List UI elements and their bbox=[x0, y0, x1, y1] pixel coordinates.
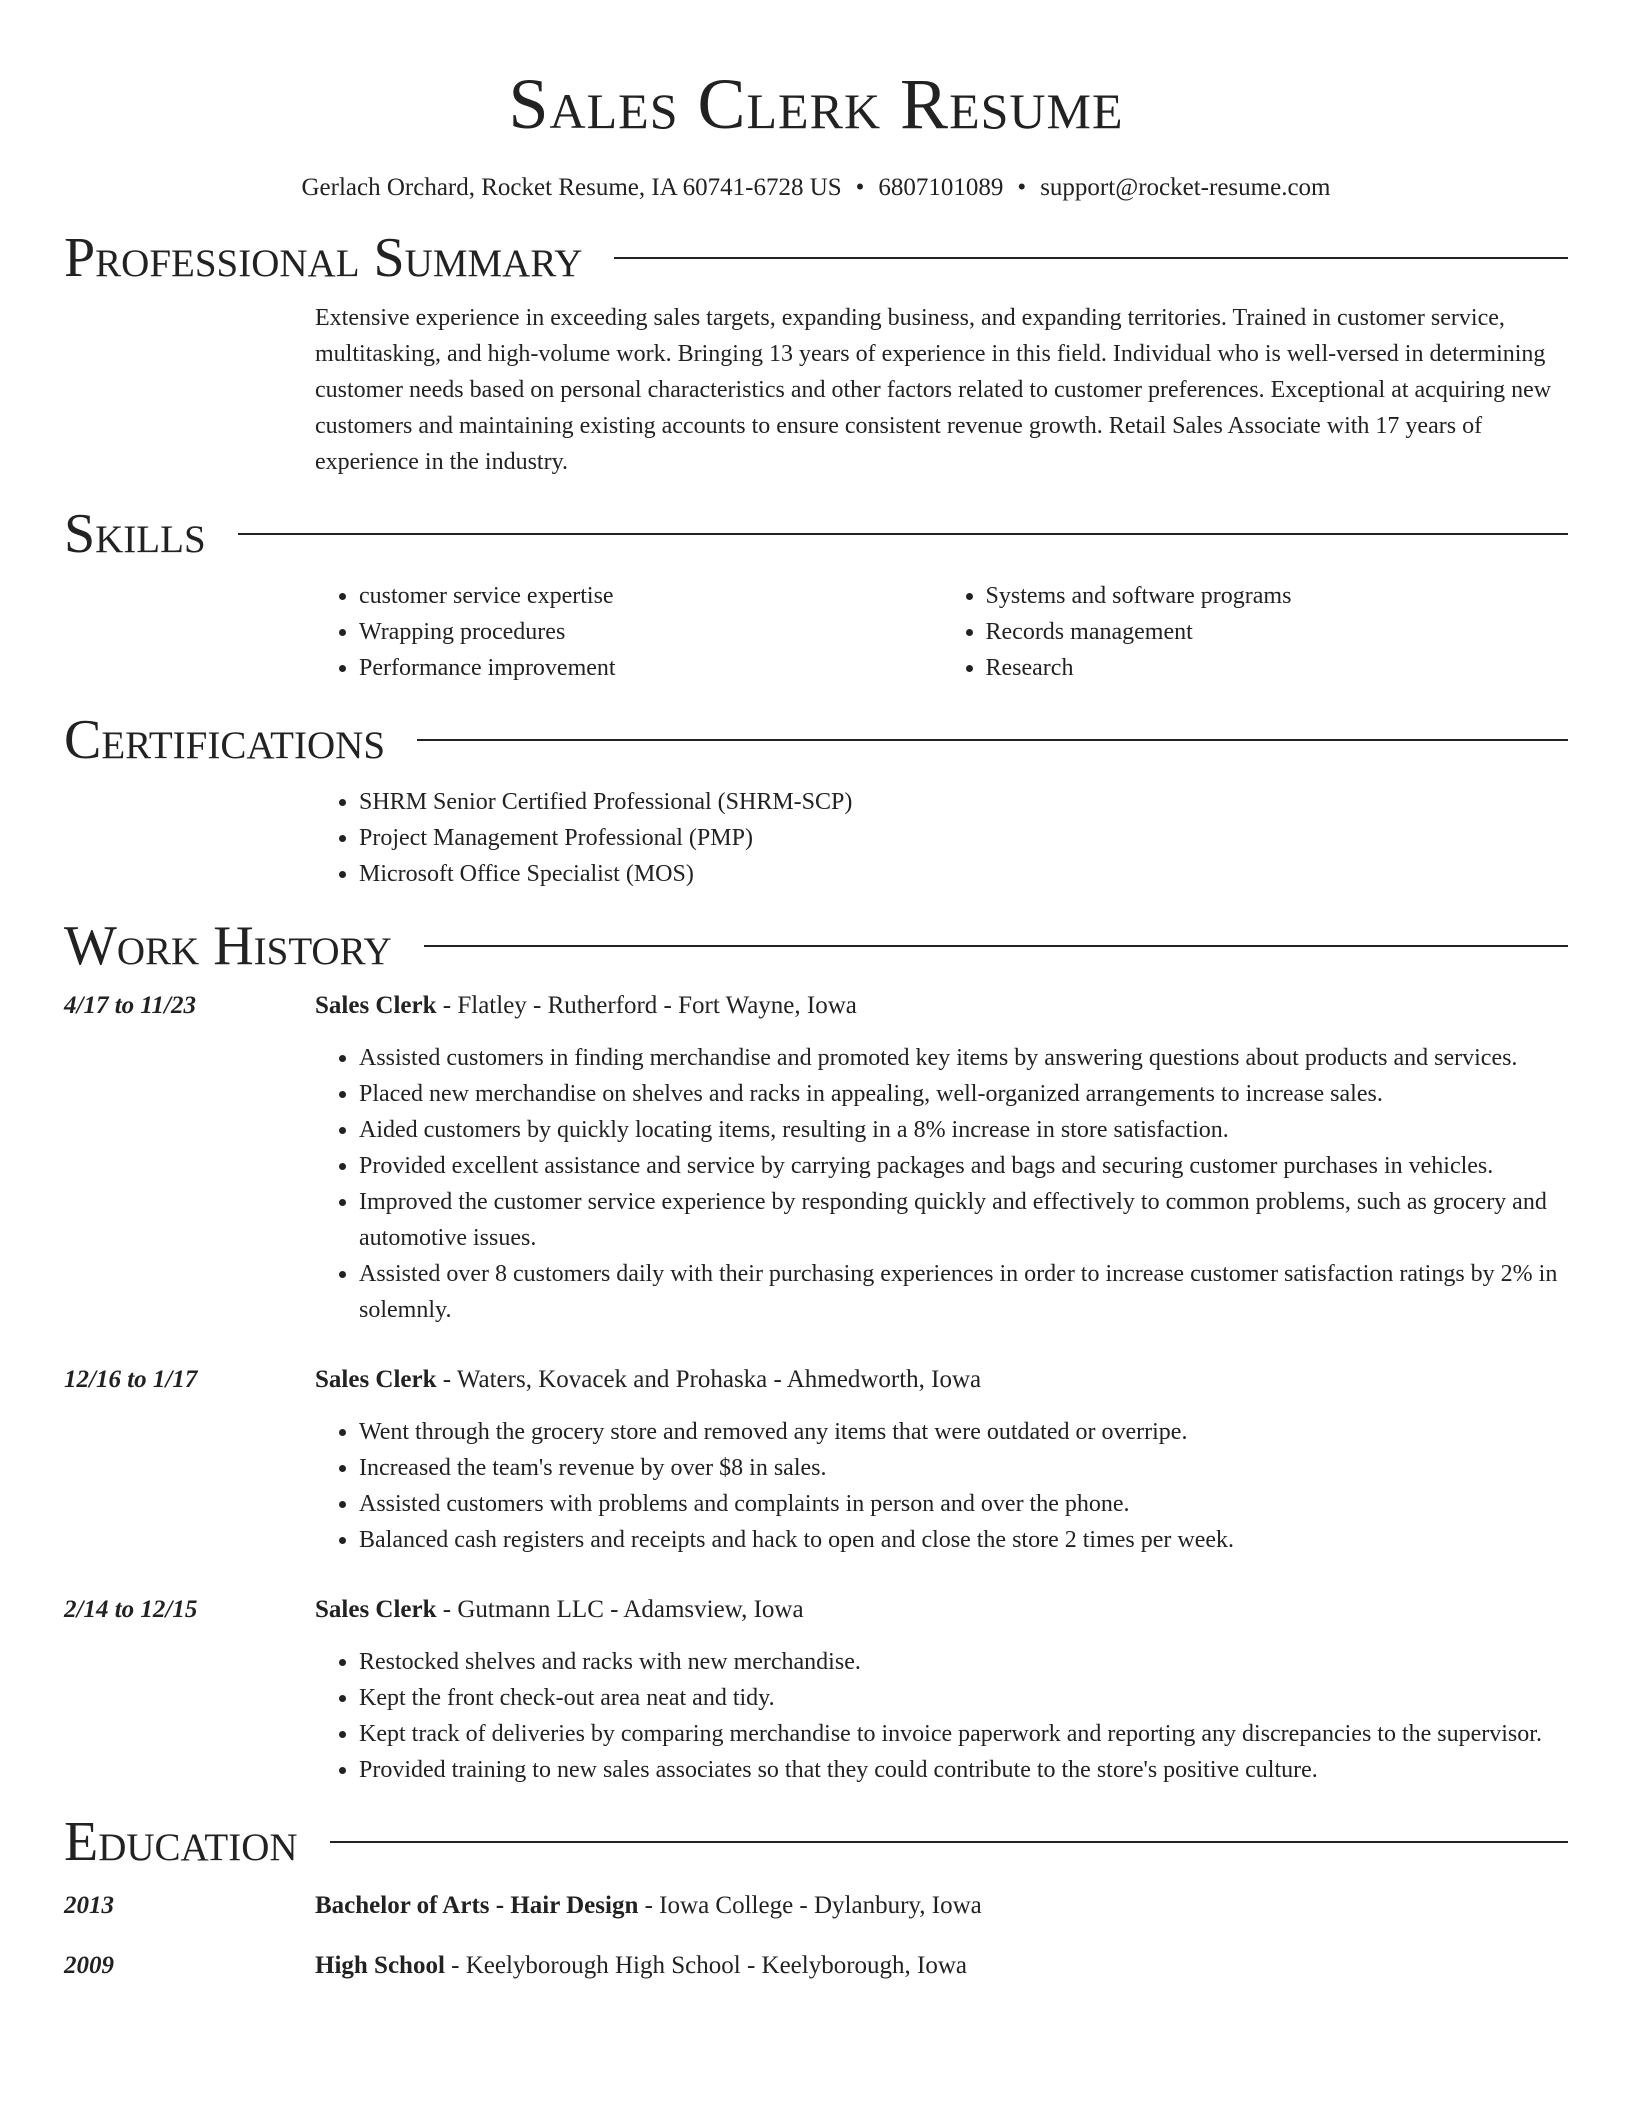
section-title: Education bbox=[64, 1811, 298, 1873]
contact-phone: 6807101089 bbox=[878, 174, 1004, 201]
work-bullet: • Went through the grocery store and removed any items that were outdated or overripe. bbox=[359, 1414, 1568, 1450]
section-divider bbox=[417, 739, 1568, 741]
section-divider bbox=[424, 945, 1568, 947]
work-entry-date: 4/17 to 11/23 bbox=[64, 992, 196, 1019]
degree-name: Bachelor of Arts - Hair Design bbox=[315, 1892, 639, 1919]
skill-item: • Records management bbox=[986, 614, 1569, 650]
work-bullet: • Improved the customer service experience by responding quickly and effectively to common problems, such as grocery and automotive issues. bbox=[359, 1184, 1568, 1256]
school-location: - Iowa College - Dylanbury, Iowa bbox=[638, 1892, 982, 1919]
school-location: - Keelyborough High School - Keelyborough, Iowa bbox=[444, 1952, 968, 1979]
work-bullet: • Kept the front check-out area neat and tidy. bbox=[359, 1680, 1568, 1716]
job-employer-location: - Flatley - Rutherford - Fort Wayne, Iowa bbox=[436, 992, 857, 1019]
education-section bbox=[64, 1810, 1568, 1984]
skill-item: • Performance improvement bbox=[359, 650, 942, 686]
skill-item: • Wrapping procedures bbox=[359, 614, 942, 650]
work-bullet: • Balanced cash registers and receipts and hack to open and close the store 2 times per week. bbox=[359, 1522, 1568, 1558]
skill-item: • customer service expertise bbox=[359, 578, 942, 614]
work-entry bbox=[64, 988, 1568, 1328]
work-entry bbox=[64, 1362, 1568, 1558]
contact-separator: • bbox=[855, 174, 865, 201]
section-divider bbox=[330, 1841, 1568, 1843]
section-title: Skills bbox=[64, 503, 206, 565]
work-history-header bbox=[64, 914, 1568, 978]
work-entry-date: 12/16 to 1/17 bbox=[64, 1366, 198, 1393]
skills-header bbox=[64, 502, 1568, 566]
work-entry-date: 2/14 to 12/15 bbox=[64, 1596, 198, 1623]
work-bullet: • Kept track of deliveries by comparing merchandise to invoice paperwork and reporting any discrepancies to the supervisor. bbox=[359, 1716, 1568, 1752]
education-entry-date: 2009 bbox=[64, 1952, 114, 1979]
section-divider bbox=[614, 257, 1568, 259]
work-entry-bullets bbox=[315, 1644, 1568, 1788]
skills-section bbox=[64, 502, 1568, 686]
contact-email: support@rocket-resume.com bbox=[1040, 174, 1331, 201]
skills-column-left bbox=[315, 578, 942, 686]
work-bullet: • Provided excellent assistance and service by carrying packages and bags and securing customer purchases in vehicles. bbox=[359, 1148, 1568, 1184]
work-bullet: • Provided training to new sales associates so that they could contribute to the store's positive culture. bbox=[359, 1752, 1568, 1788]
job-role: Sales Clerk bbox=[315, 992, 437, 1019]
contact-line bbox=[64, 172, 1568, 204]
work-bullet: • Placed new merchandise on shelves and racks in appealing, well-organized arrangements to increase sales. bbox=[359, 1076, 1568, 1112]
work-entry-bullets bbox=[315, 1414, 1568, 1558]
work-entry-title bbox=[315, 988, 1568, 1024]
work-bullet: • Assisted customers with problems and complaints in person and over the phone. bbox=[359, 1486, 1568, 1522]
work-entry-title bbox=[315, 1592, 1568, 1628]
skill-item: • Research bbox=[986, 650, 1569, 686]
education-entry bbox=[64, 1888, 1568, 1924]
contact-address: Gerlach Orchard, Rocket Resume, IA 60741-6728 US bbox=[301, 174, 842, 201]
resume-name: Sales Clerk Resume bbox=[508, 64, 1124, 144]
job-role: Sales Clerk bbox=[315, 1596, 437, 1623]
resume-page bbox=[64, 0, 1568, 1984]
work-bullet: • Restocked shelves and racks with new merchandise. bbox=[359, 1644, 1568, 1680]
education-entry-date: 2013 bbox=[64, 1892, 114, 1919]
work-bullet: • Assisted over 8 customers daily with their purchasing experiences in order to increase customer satisfaction ratings by 2% in solemnly. bbox=[359, 1256, 1568, 1328]
work-entry bbox=[64, 1592, 1568, 1788]
summary-header bbox=[64, 226, 1568, 290]
work-bullet: • Assisted customers in finding merchandise and promoted key items by answering questions about products and services. bbox=[359, 1040, 1568, 1076]
work-bullet: • Aided customers by quickly locating items, resulting in a 8% increase in store satisfaction. bbox=[359, 1112, 1568, 1148]
summary-text: Extensive experience in exceeding sales targets, expanding business, and expanding territories. Trained in customer service, multitasking, and high-volume work. Bringing 13 years of experience in this field. Individual who is well-versed in determining customer needs based on personal characteristics and other factors related to customer preferences. Exceptional at acquiring new customers and maintaining existing accounts to ensure consistent revenue growth. Retail Sales Associate with 17 years of experience in the industry. bbox=[315, 305, 1552, 475]
education-entry bbox=[64, 1948, 1568, 1984]
certification-item: • Project Management Professional (PMP) bbox=[359, 820, 1568, 856]
section-title: Professional Summary bbox=[64, 227, 583, 289]
certifications-section bbox=[64, 708, 1568, 892]
contact-separator: • bbox=[1017, 174, 1027, 201]
job-role: Sales Clerk bbox=[315, 1366, 437, 1393]
work-history-section bbox=[64, 914, 1568, 1788]
section-title: Certifications bbox=[64, 709, 386, 771]
certification-item: • Microsoft Office Specialist (MOS) bbox=[359, 856, 1568, 892]
certifications-header bbox=[64, 708, 1568, 772]
degree-name: High School bbox=[315, 1952, 445, 1979]
education-entry-title bbox=[315, 1948, 1568, 1984]
skills-list bbox=[315, 578, 1568, 686]
work-entry-title bbox=[315, 1362, 1568, 1398]
education-entry-title bbox=[315, 1888, 1568, 1924]
education-header bbox=[64, 1810, 1568, 1874]
section-divider bbox=[238, 533, 1568, 535]
certification-item: • SHRM Senior Certified Professional (SHRM-SCP) bbox=[359, 784, 1568, 820]
skills-column-right bbox=[942, 578, 1569, 686]
work-entry-bullets bbox=[315, 1040, 1568, 1328]
summary-section bbox=[64, 226, 1568, 480]
certifications-list bbox=[315, 784, 1568, 892]
job-employer-location: - Gutmann LLC - Adamsview, Iowa bbox=[436, 1596, 804, 1623]
section-title: Work History bbox=[64, 915, 392, 977]
skill-item: • Systems and software programs bbox=[986, 578, 1569, 614]
job-employer-location: - Waters, Kovacek and Prohaska - Ahmedworth, Iowa bbox=[436, 1366, 982, 1393]
work-bullet: • Increased the team's revenue by over $8 in sales. bbox=[359, 1450, 1568, 1486]
